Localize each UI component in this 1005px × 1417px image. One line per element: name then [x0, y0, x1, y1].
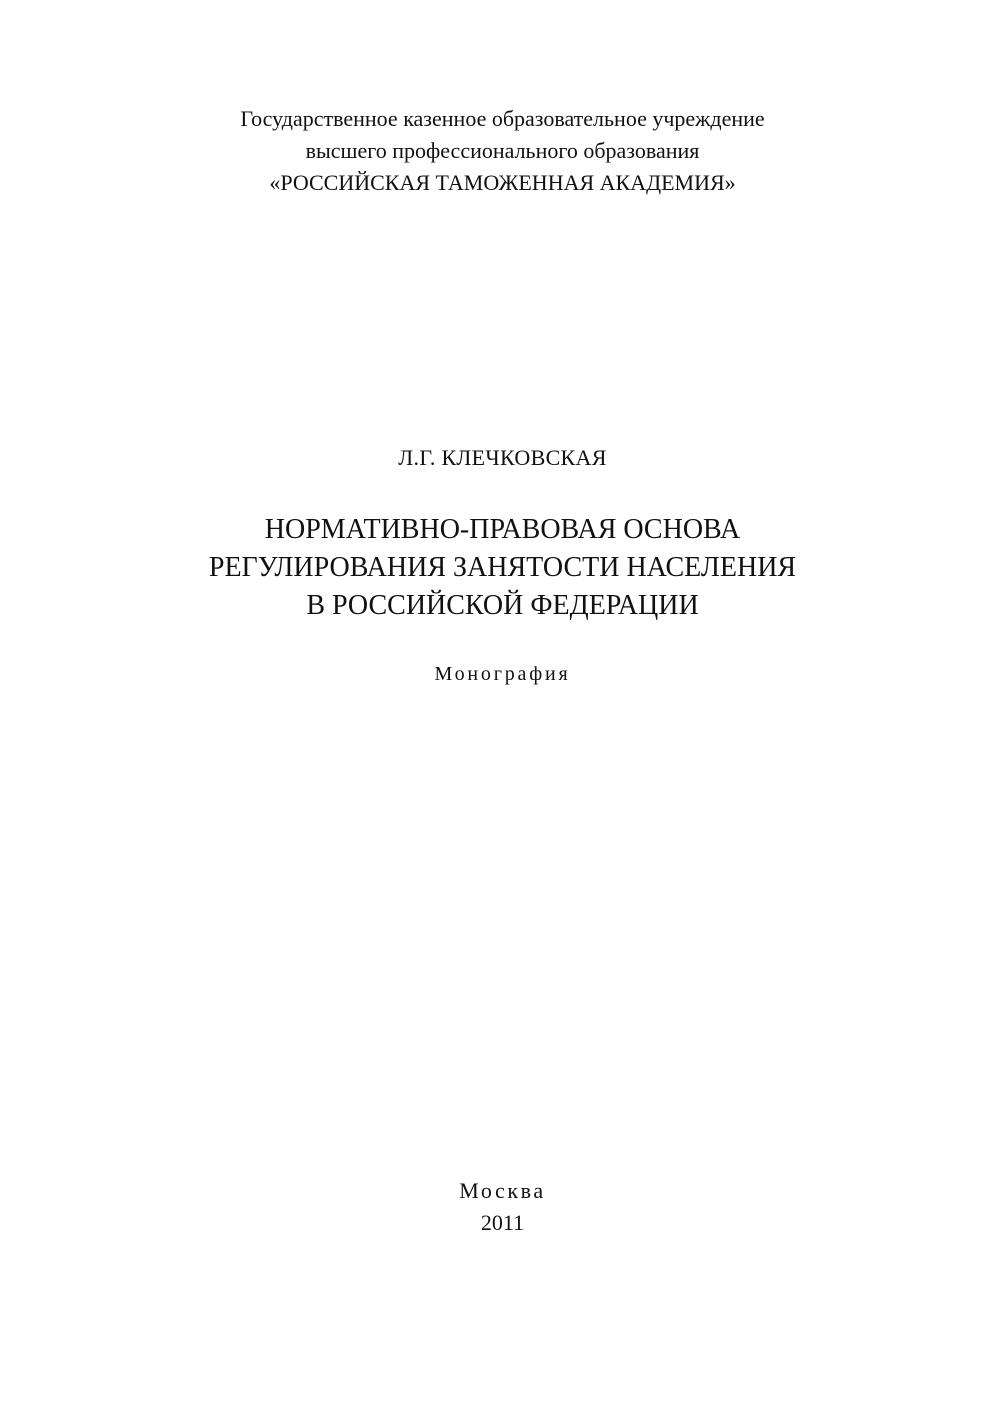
author-name: Л.Г. КЛЕЧКОВСКАЯ	[398, 445, 607, 470]
institution-name: «РОССИЙСКАЯ ТАМОЖЕННАЯ АКАДЕМИЯ»	[269, 170, 736, 195]
imprint	[0, 1175, 1005, 1239]
title-line-1: НОРМАТИВНО-ПРАВОВАЯ ОСНОВА	[264, 514, 741, 545]
title-line-2: РЕГУЛИРОВАНИЯ ЗАНЯТОСТИ НАСЕЛЕНИЯ	[208, 552, 797, 583]
book-title	[0, 511, 1005, 625]
imprint-year: 2011	[480, 1210, 525, 1235]
title-line-3: В РОССИЙСКОЙ ФЕДЕРАЦИИ	[306, 590, 699, 621]
institution-header	[0, 103, 1005, 199]
institution-line-1: Государственное казенное образовательное учреждение	[240, 106, 765, 131]
imprint-city: Москва	[459, 1178, 546, 1203]
publication-type: Монография	[434, 663, 571, 685]
institution-line-2: высшего профессионального образования	[305, 138, 700, 163]
